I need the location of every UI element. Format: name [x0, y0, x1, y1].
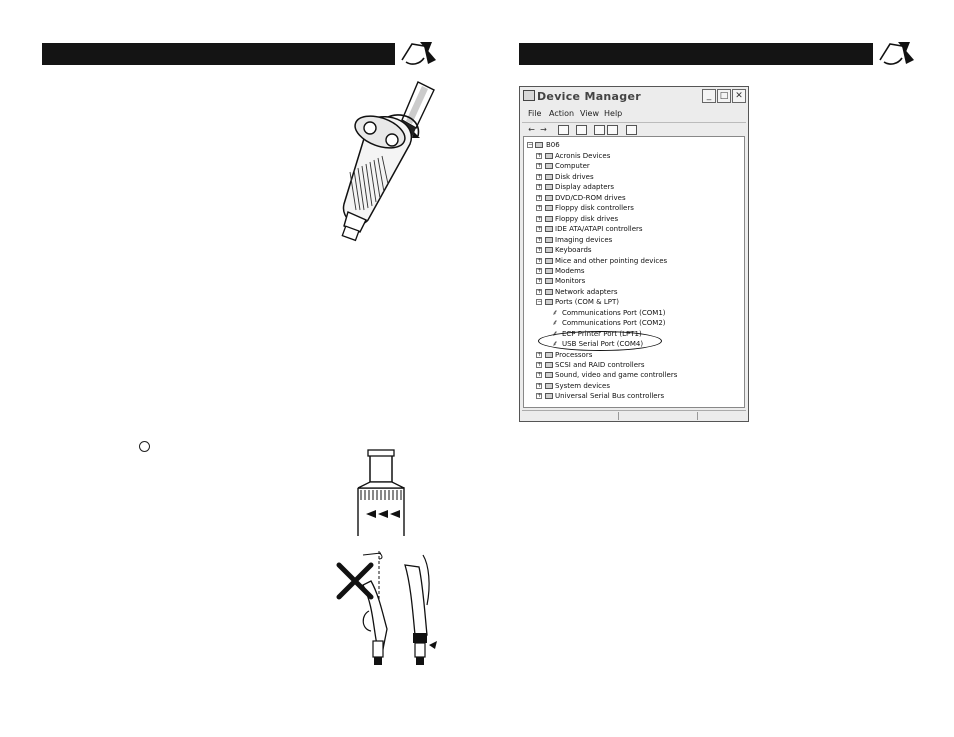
expand-icon[interactable]: +: [537, 350, 543, 358]
device-manager-window: [519, 86, 749, 422]
tree-item-label: Display adapters: [555, 183, 615, 192]
tree-item-label: ECP Printer Port (LPT1): [562, 329, 642, 338]
tree-item-label: Floppy disk controllers: [555, 204, 634, 213]
expand-icon[interactable]: +: [537, 214, 543, 222]
menu-bar: [520, 108, 748, 121]
tree-item-label: Network adapters: [555, 287, 618, 296]
device-category-icon: [545, 153, 553, 159]
tree-item-label: Keyboards: [555, 246, 592, 255]
device-category-icon: [545, 247, 553, 253]
tree-item-label: Ports (COM & LPT): [555, 298, 619, 307]
serial-port-icon: ⸙: [552, 307, 558, 317]
menu-action[interactable]: Action: [549, 109, 575, 118]
computer-icon: [535, 142, 543, 148]
window-title: Device Manager: [537, 90, 641, 103]
device-category-icon: [545, 237, 553, 243]
expand-icon[interactable]: +: [537, 183, 543, 191]
refresh-arrows-icon: [398, 40, 438, 68]
expand-icon[interactable]: +: [537, 256, 543, 264]
scan-hardware-icon[interactable]: [626, 125, 637, 135]
tree-item-label: Communications Port (COM1): [562, 308, 666, 317]
expand-icon[interactable]: +: [537, 193, 543, 201]
expand-icon[interactable]: +: [537, 246, 543, 254]
tree-item-label: Acronis Devices: [555, 152, 611, 160]
highlight-oval: [538, 328, 662, 351]
tree-item-label: Mice and other pointing devices: [555, 256, 668, 265]
expand-icon[interactable]: +: [537, 361, 543, 368]
sensor-handling-illustration: [333, 545, 443, 667]
expand-icon[interactable]: +: [537, 371, 543, 379]
device-category-icon: [545, 216, 553, 222]
device-category-icon: [545, 299, 553, 305]
expand-icon[interactable]: +: [537, 277, 543, 285]
device-category-icon: [545, 258, 553, 264]
menu-help[interactable]: Help: [604, 109, 623, 118]
toolbar: [522, 122, 746, 137]
left-header-bar: [42, 43, 395, 65]
device-category-icon: [545, 372, 553, 378]
expand-icon[interactable]: +: [537, 266, 543, 274]
serial-port-icon: ⸙: [552, 328, 558, 338]
device-category-icon: [545, 362, 553, 368]
print-icon[interactable]: [576, 125, 587, 135]
help-icon[interactable]: [607, 125, 618, 135]
tree-item-label: Computer: [555, 162, 590, 171]
expand-icon[interactable]: +: [537, 392, 543, 400]
forward-button[interactable]: →: [540, 125, 547, 134]
properties-view-icon[interactable]: [558, 125, 569, 135]
right-header-bar: [519, 43, 873, 65]
status-divider: [618, 412, 619, 420]
device-category-icon: [545, 352, 553, 358]
menu-file[interactable]: File: [528, 109, 542, 118]
expand-icon[interactable]: +: [537, 225, 543, 233]
tree-item-label: Monitors: [555, 277, 586, 286]
tree-item-label: SCSI and RAID controllers: [555, 361, 645, 369]
device-category-icon: [545, 174, 553, 180]
tree-item-label: Communications Port (COM2): [562, 319, 666, 328]
status-bar: [522, 410, 746, 421]
expand-icon[interactable]: +: [537, 172, 543, 180]
device-category-icon: [545, 226, 553, 232]
serial-port-icon: ⸙: [552, 318, 558, 328]
device-category-icon: [545, 184, 553, 190]
device-category-icon: [545, 278, 553, 284]
expand-icon[interactable]: +: [537, 162, 543, 170]
back-button[interactable]: ←: [528, 125, 535, 134]
serial-port-icon: ⸙: [552, 339, 558, 349]
device-category-icon: [545, 163, 553, 169]
device-category-icon: [545, 195, 553, 201]
properties-icon[interactable]: [594, 125, 605, 135]
menu-view[interactable]: View: [580, 109, 599, 118]
tree-item-label: Modems: [555, 266, 585, 275]
tree-item-label: Imaging devices: [555, 235, 613, 244]
expand-icon[interactable]: +: [537, 204, 543, 212]
tree-item-label: Universal Serial Bus controllers: [555, 392, 665, 401]
device-category-icon: [545, 383, 553, 389]
expand-icon[interactable]: +: [537, 287, 543, 295]
tree-item-label: DVD/CD-ROM drives: [555, 193, 626, 202]
status-divider: [697, 412, 698, 420]
step-circle-marker: [139, 441, 150, 452]
device-category-icon: [545, 205, 553, 211]
sensor-top-illustration: [352, 448, 412, 540]
tree-item-label: Floppy disk drives: [555, 214, 619, 223]
device-category-icon: [545, 268, 553, 274]
sensor-connector-illustration: [330, 80, 450, 250]
close-button[interactable]: ✕: [732, 89, 746, 103]
device-category-icon: [545, 393, 553, 399]
collapse-icon[interactable]: −: [537, 298, 543, 306]
tree-item-label: Disk drives: [555, 172, 594, 181]
refresh-arrows-icon: [876, 40, 916, 68]
expand-icon[interactable]: +: [537, 235, 543, 243]
tree-item-label: Processors: [555, 350, 593, 359]
device-category-icon: [545, 289, 553, 295]
tree-item-label: System devices: [555, 381, 610, 390]
tree-item-label: Sound, video and game controllers: [555, 371, 678, 380]
collapse-icon[interactable]: −: [528, 141, 534, 148]
expand-icon[interactable]: +: [537, 152, 543, 159]
device-manager-icon: [523, 90, 535, 101]
minimize-button[interactable]: _: [702, 89, 716, 103]
device-tree: − B06 + Acronis Devices + Computer + Disk drives + Display adapters + DVD/CD-ROM drives + Floppy disk controllers + Floppy disk drives + IDE ATA/ATAPI controllers + Imaging devices + Keyboards + Mice and other pointing devices + Modems + Monitors + Network adapters − Ports (COM & LPT) ⸙ Communications Port (COM1) ⸙ Communications Port (COM2) ⸙ ECP Printer Port (LPT1) ⸙ USB Serial Port (COM4) + Processors + SCSI and RAID controllers + Sound, video and game controllers + System devices + Universal Serial Bus controllers: [523, 136, 745, 408]
expand-icon[interactable]: +: [537, 381, 543, 389]
maximize-button[interactable]: □: [717, 89, 731, 103]
tree-item-label: IDE ATA/ATAPI controllers: [555, 225, 643, 234]
title-bar[interactable]: [520, 87, 748, 107]
tree-item-label: USB Serial Port (COM4): [562, 340, 644, 349]
